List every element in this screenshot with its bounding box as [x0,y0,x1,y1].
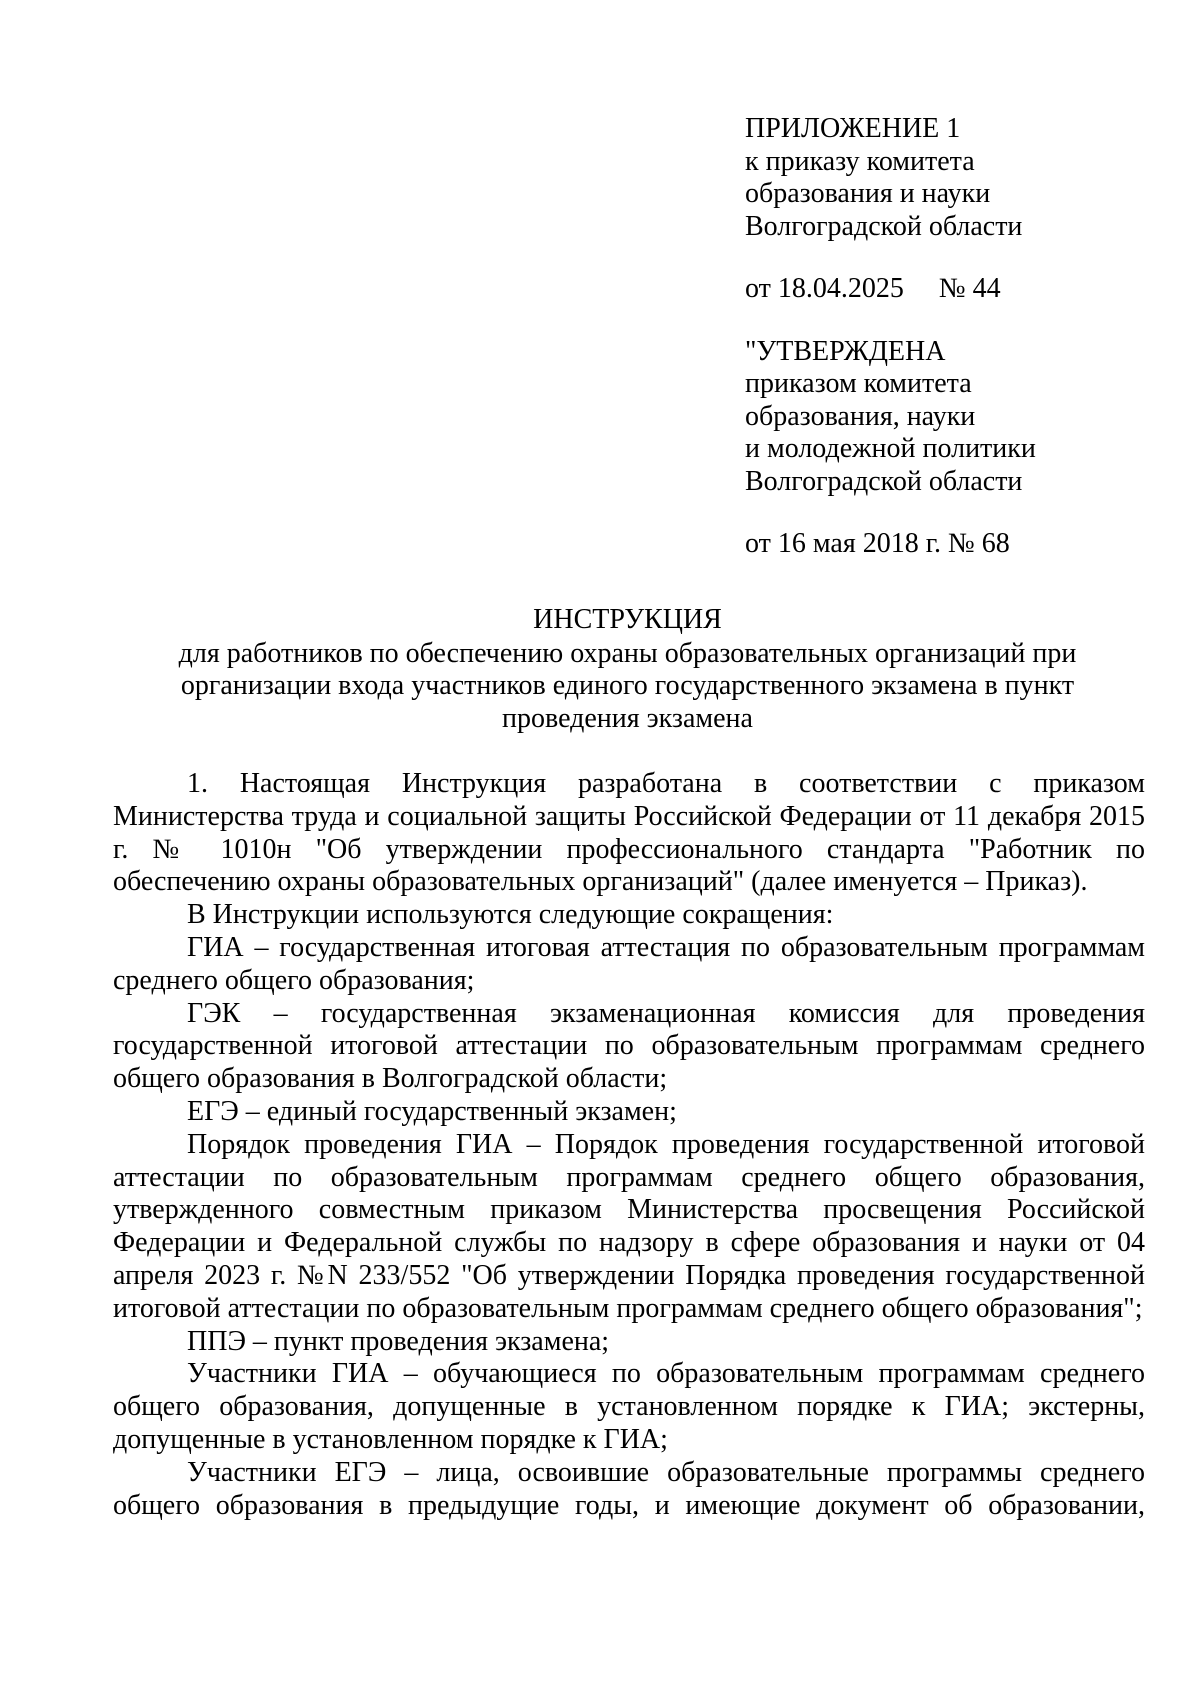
paragraph-intro: 1. Настоящая Инструкция разработана в соответствии с приказом Министерства труда и социальной защиты Российской Федерации от 11 декабря 2015 г. № 1010н "Об утверждении профессионального стандарта "Работник по обеспечению охраны образовательных организаций" (далее именуется – Приказ). [113,768,1145,898]
approved-date: от 16 мая 2018 г. № 68 [745,528,1010,559]
order-date-line [745,273,1175,306]
paragraph-gia-procedure: Порядок проведения ГИА – Порядок проведения государственной итоговой аттестации по образовательным программам среднего общего образования, утвержденного совместным приказом Министерства просвещения Российской Федерации и Федеральной службы по надзору в сфере образования и науки от 04 апреля 2023 г. №N 233/552 "Об утверждении Порядка проведения государственной итоговой аттестации по образовательным программам среднего общего образования"; [113,1128,1145,1324]
appendix-header [745,113,1175,561]
appendix-line-3: Волгоградской области [745,210,1023,242]
approved-line-4: Волгоградской области [745,465,1023,497]
appendix-spacer [745,306,1175,336]
approved-line-2: образования, науки [745,400,976,432]
appendix-spacer [745,498,1175,528]
paragraph-gek: ГЭК – государственная экзаменационная комиссия для проведения государственной итоговой аттестации по образовательным программам среднего общего образования в Волгоградской области; [113,997,1145,1095]
document-subtitle: для работников по обеспечению охраны образовательных организаций при организации входа участников единого государственного экзамена в пункт проведения экзамена [178,637,1077,734]
appendix-line-1: к приказу комитета [745,145,975,177]
appendix-line-2: образования и науки [745,178,991,209]
paragraph-abbreviations-intro: В Инструкции используются следующие сокращения: [187,899,834,931]
paragraph-ege-participants: Участники ЕГЭ – лица, освоившие образовательные программы среднего общего образования в предыдущие годы, и имеющие документ об образовании, [113,1456,1145,1521]
order-number: № 44 [938,273,1001,304]
paragraph-gia-participants: Участники ГИА – обучающиеся по образовательным программам среднего общего образования, допущенные в установленном порядке к ГИА; экстерны, допущенные в установленном порядке к ГИА; [113,1358,1145,1455]
document-title: ИНСТРУКЦИЯ [533,604,722,635]
approved-heading: "УТВЕРЖДЕНА [745,335,946,367]
document-body [113,768,1145,1522]
approved-line-3: и молодежной политики [745,433,1036,464]
document-title-block [110,604,1145,735]
order-date: от 18.04.2025 [745,273,904,304]
approved-line-1: приказом комитета [745,368,972,399]
paragraph-ppe: ППЭ – пункт проведения экзамена; [187,1325,610,1357]
appendix-heading: ПРИЛОЖЕНИЕ 1 [745,113,961,144]
paragraph-ege: ЕГЭ – единый государственный экзамен; [187,1095,677,1127]
paragraph-gia: ГИА – государственная итоговая аттестация по образовательным программам среднего общего образования; [113,931,1145,996]
appendix-spacer [745,243,1175,273]
